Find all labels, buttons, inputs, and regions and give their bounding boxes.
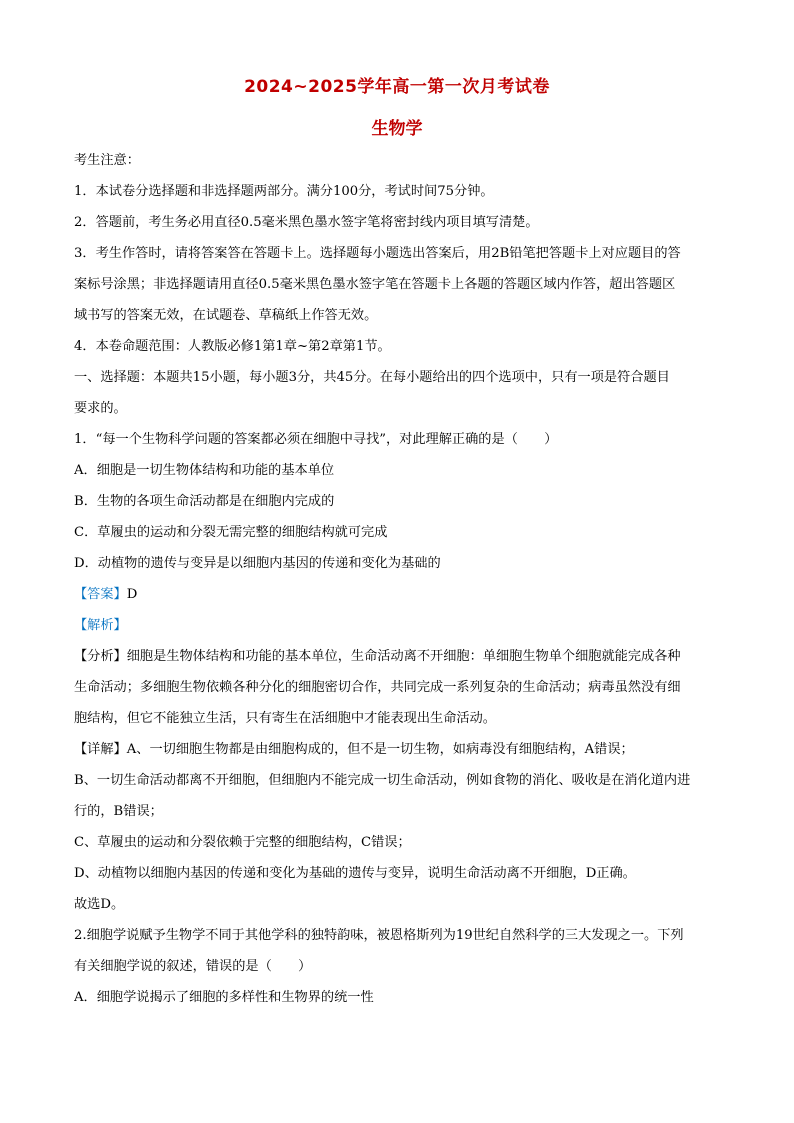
question-2-option-a: A．细胞学说揭示了细胞的多样性和生物界的统一性 bbox=[74, 990, 374, 1005]
notice-item-3-line1: 3．考生作答时，请将答案答在答题卡上。选择题每小题选出答案后，用2B铅笔把答题卡上对应题目的答 bbox=[74, 246, 681, 261]
answer-tag: 【答案】 bbox=[74, 587, 127, 602]
section-heading-line1: 一、选择题：本题共15小题，每小题3分，共45分。在每小题给出的四个选项中，只有一项是符合题目 bbox=[74, 370, 670, 385]
question-1-answer bbox=[74, 585, 724, 605]
subject-title: 生物学 bbox=[371, 119, 423, 139]
question-1-stem: 1．“每一个生物科学问题的答案都必须在细胞中寻找”，对此理解正确的是（ ） bbox=[74, 432, 558, 447]
question-1-option-c: C．草履虫的运动和分裂无需完整的细胞结构就可完成 bbox=[74, 525, 388, 540]
question-1-option-b: B．生物的各项生命活动都是在细胞内完成的 bbox=[74, 494, 335, 509]
notice-item-3-line2: 案标号涂黑；非选择题请用直径0.5毫米黑色墨水签字笔在答题卡上各题的答题区域内作答，超出答题区 bbox=[74, 277, 676, 292]
question-1-option-a: A．细胞是一切生物体结构和功能的基本单位 bbox=[74, 463, 335, 478]
question-1-option-d: D．动植物的遗传与变异是以细胞内基因的传递和变化为基础的 bbox=[74, 556, 441, 571]
analysis-line: 故选D。 bbox=[74, 897, 125, 912]
exam-title: 2024~2025学年高一第一次月考试卷 bbox=[244, 77, 550, 97]
analysis-tag: 【解析】 bbox=[74, 618, 127, 633]
analysis-line: 【分析】细胞是生物体结构和功能的基本单位，生命活动离不开细胞：单细胞生物单个细胞就能完成各种 bbox=[74, 649, 681, 664]
analysis-line: D、动植物以细胞内基因的传递和变化为基础的遗传与变异，说明生命活动离不开细胞，D正确。 bbox=[74, 866, 636, 881]
analysis-line: C、草履虫的运动和分裂依赖于完整的细胞结构，C错误； bbox=[74, 835, 411, 850]
question-1-analysis-tag bbox=[74, 616, 724, 636]
notice-heading: 考生注意： bbox=[74, 153, 140, 168]
analysis-line: 胞结构，但它不能独立生活，只有寄生在活细胞中才能表现出生命活动。 bbox=[74, 711, 496, 726]
analysis-line: B、一切生命活动都离不开细胞，但细胞内不能完成一切生命活动，例如食物的消化、吸收是在消化道内进 bbox=[74, 773, 691, 788]
question-2-stem-line1: 2.细胞学说赋予生物学不同于其他学科的独特韵味，被恩格斯列为19世纪自然科学的三大发现之一。下列 bbox=[74, 928, 684, 943]
notice-item-1: 1．本试卷分选择题和非选择题两部分。满分100分，考试时间75分钟。 bbox=[74, 184, 494, 199]
question-2-stem-line2: 有关细胞学说的叙述，错误的是（ ） bbox=[74, 959, 312, 974]
notice-item-2: 2．答题前，考生务必用直径0.5毫米黑色墨水签字笔将密封线内项目填写清楚。 bbox=[74, 215, 539, 230]
analysis-line: 行的，B错误； bbox=[74, 804, 163, 819]
section-heading-line2: 要求的。 bbox=[74, 401, 127, 416]
analysis-line: 生命活动；多细胞生物依赖各种分化的细胞密切合作，共同完成一系列复杂的生命活动；病毒虽然没有细 bbox=[74, 680, 681, 695]
notice-item-4: 4．本卷命题范围：人教版必修1第1章~第2章第1节。 bbox=[74, 339, 391, 354]
notice-item-3-line3: 域书写的答案无效，在试题卷、草稿纸上作答无效。 bbox=[74, 308, 378, 323]
analysis-line: 【详解】A、一切细胞生物都是由细胞构成的，但不是一切生物，如病毒没有细胞结构，A错误； bbox=[74, 742, 634, 757]
answer-value: D bbox=[126, 587, 138, 602]
